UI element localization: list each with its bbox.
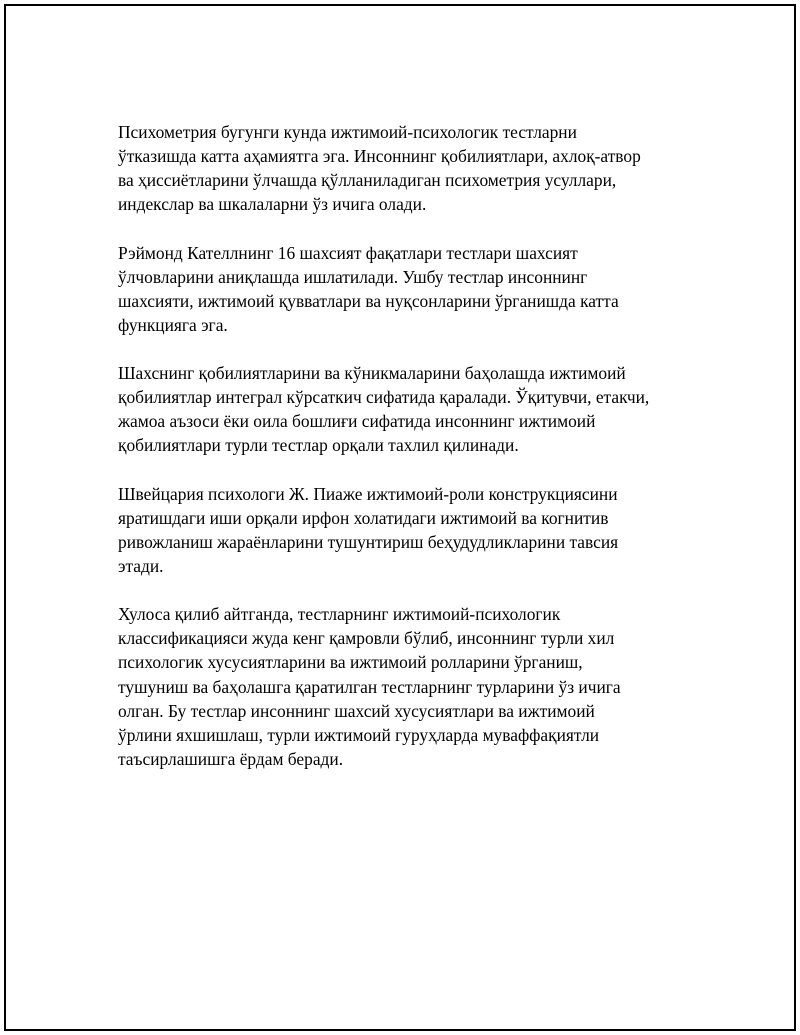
text-line: ўтказишда катта аҳамиятга эга. Инсоннинг қобилиятлари, ахлоқ-атвор — [118, 146, 641, 167]
text-line: таъсирлашишга ёрдам беради. — [118, 748, 344, 769]
paragraph-conclusion — [118, 602, 693, 771]
text-line: индекслар ва шкалаларни ўз ичига олади. — [118, 194, 427, 215]
text-line: ривожланиш жараёнларини тушунтириш беҳудудликларини тавсия — [118, 531, 619, 552]
text-line: психологик хусусиятларини ва ижтимоий ролларини ўрганиш, — [118, 652, 583, 673]
paragraph-psychometrics — [118, 120, 693, 216]
text-line: Психометрия бугунги кунда ижтимоий-психологик тестларни — [118, 122, 577, 142]
text-line: олган. Бу тестлар инсоннинг шахсий хусусиятлари ва ижтимоий — [118, 700, 595, 721]
text-line: классификацияси жуда кенг қамровли бўлиб, инсоннинг турли хил — [118, 628, 615, 649]
text-line: ўрлини яхшишлаш, турли ижтимоий гуруҳларда муваффақиятли — [118, 724, 600, 745]
text-line: Рэймонд Кателлнинг 16 шахсият фақатлари тестлари шахсият — [118, 242, 578, 263]
paragraph-cattell — [118, 241, 693, 337]
text-line: яратишдаги иши орқали ирфон холатидаги ижтимоий ва когнитив — [118, 507, 609, 528]
text-line: қобилиятлар интеграл кўрсаткич сифатида қаралади. Ўқитувчи, етакчи, — [118, 387, 650, 408]
paragraph-social-abilities — [118, 361, 693, 457]
text-line: жамоа аъзоси ёки оила бошлиғи сифатида инсоннинг ижтимоий — [118, 411, 596, 432]
text-line: функцияга эга. — [118, 314, 228, 335]
paragraph-piaget — [118, 482, 693, 578]
text-line: Хулоса қилиб айтганда, тестларнинг ижтимоий-психологик — [118, 604, 561, 625]
text-line: шахсияти, ижтимоий қувватлари ва нуқсонларини ўрганишда катта — [118, 290, 619, 311]
text-line: тушуниш ва баҳолашга қаратилган тестларнинг турларини ўз ичига — [118, 676, 621, 697]
text-line: ўлчовларини аниқлашда ишлатилади. Ушбу тестлар инсоннинг — [118, 266, 588, 287]
document-body — [118, 120, 693, 795]
text-line: қобилиятлари турли тестлар орқали тахлил қилинади. — [118, 435, 519, 456]
text-line: Швейцария психологи Ж. Пиаже ижтимоий-роли конструкциясини — [118, 483, 618, 504]
text-line: этади. — [118, 555, 164, 576]
text-line: ва ҳиссиётларини ўлчашда қўлланиладиган психометрия усуллари, — [118, 170, 617, 191]
text-line: Шахснинг қобилиятларини ва кўникмаларини баҳолашда ижтимоий — [118, 363, 626, 384]
